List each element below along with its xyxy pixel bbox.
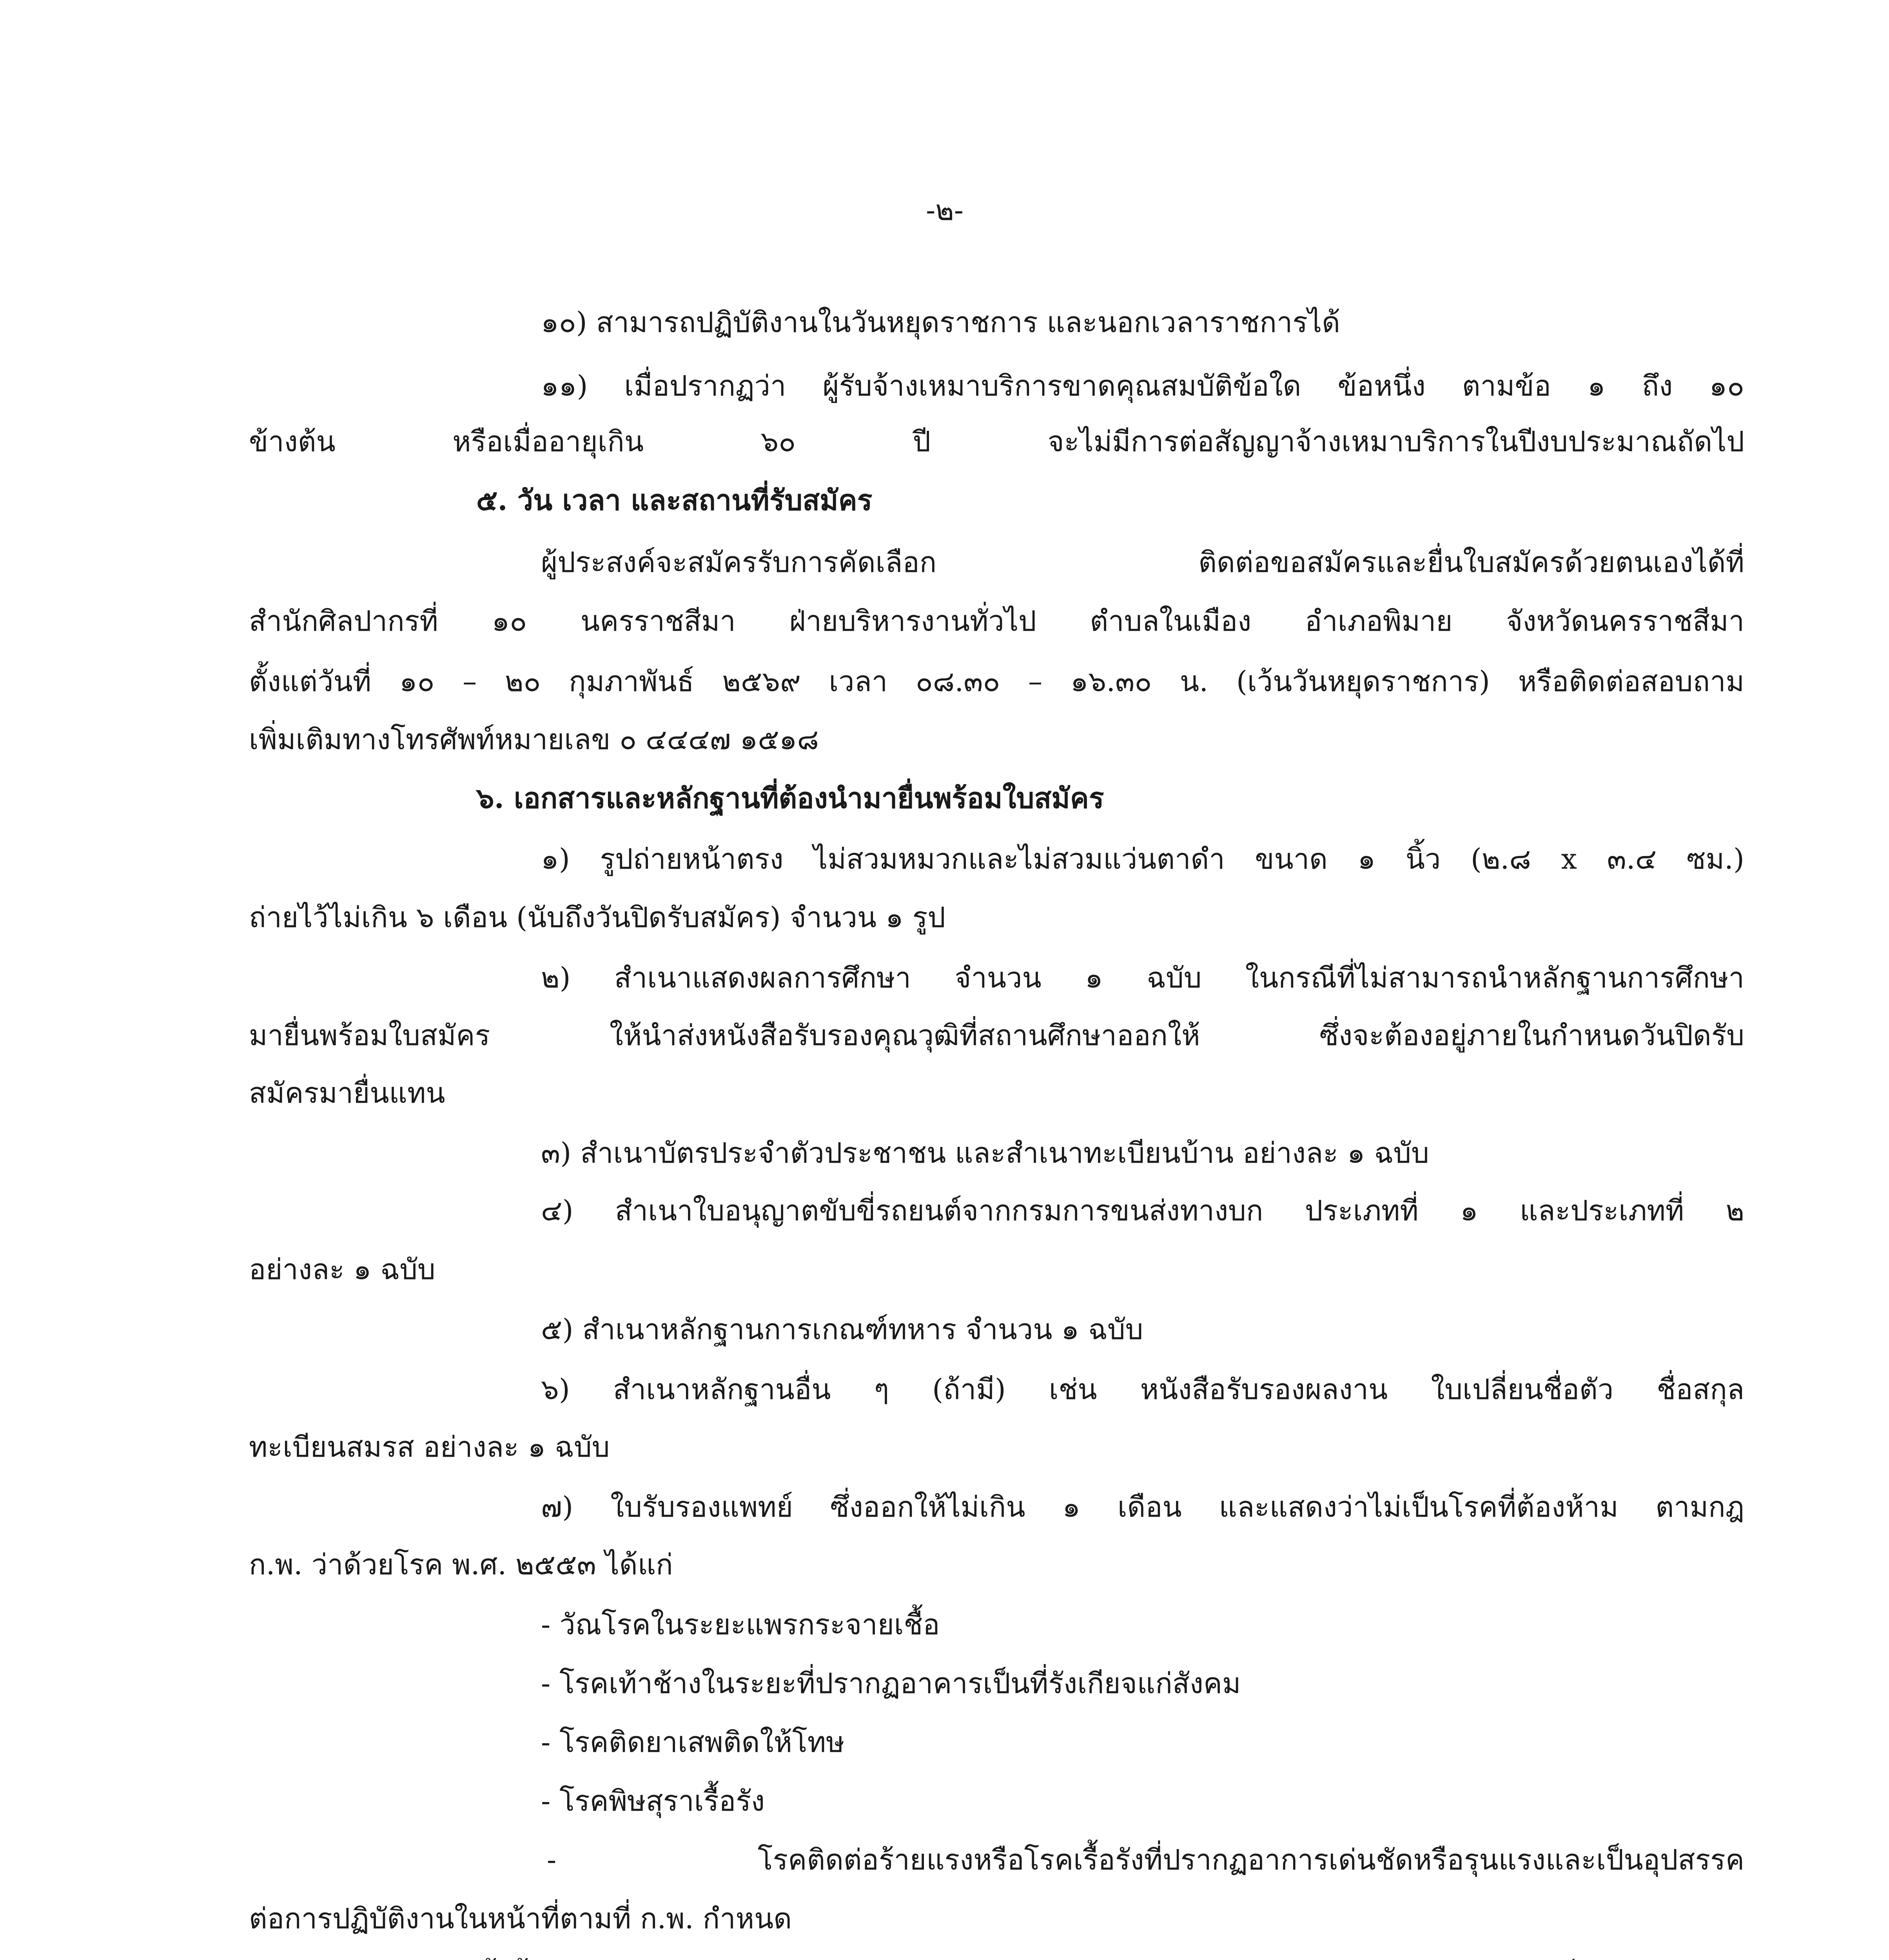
- disease-item-3: - โรคติดยาเสพติดให้โทษ: [541, 1726, 845, 1759]
- doc-item-1-cont: ถ่ายไว้ไม่เกิน ๖ เดือน (นับถึงวันปิดรับสมัคร) จำนวน ๑ รูป: [249, 901, 945, 934]
- section-5-para-line4: เพิ่มเติมทางโทรศัพท์หมายเลข ๐ ๔๔๔๗ ๑๕๑๘: [249, 723, 819, 756]
- doc-item-4: ๔) สำเนาใบอนุญาตขับขี่รถยนต์จากกรมการขนส่งทางบก ประเภทที่ ๑ และประเภทที่ ๒: [541, 1194, 1745, 1227]
- doc-item-7-cont: ก.พ. ว่าด้วยโรค พ.ศ. ๒๕๕๓ ได้แก่: [249, 1548, 673, 1581]
- doc-item-7: ๗) ใบรับรองแพทย์ ซึ่งออกให้ไม่เกิน ๑ เดือน และแสดงว่าไม่เป็นโรคที่ต้องห้าม ตามกฎ: [541, 1490, 1744, 1523]
- page-number: -๒-: [925, 194, 964, 227]
- doc-item-2-cont1: มายื่นพร้อมใบสมัคร ให้นำส่งหนังสือรับรองคุณวุฒิที่สถานศึกษาออกให้ ซึ่งจะต้องอยู่ภายในกำหนดวันปิดรับ: [249, 1019, 1744, 1052]
- doc-item-2: ๒) สำเนาแสดงผลการศึกษา จำนวน ๑ ฉบับ ในกรณีที่ไม่สามารถนำหลักฐานการศึกษา: [541, 961, 1744, 994]
- disease-item-4: - โรคพิษสุราเรื้อรัง: [541, 1784, 765, 1817]
- doc-item-6: ๖) สำเนาหลักฐานอื่น ๆ (ถ้ามี) เช่น หนังสือรับรองผลงาน ใบเปลี่ยนชื่อตัว ชื่อสกุล: [541, 1373, 1744, 1406]
- section-5-para-line3: ตั้งแต่วันที่ ๑๐ – ๒๐ กุมภาพันธ์ ๒๕๖๙ เวลา ๐๘.๓๐ – ๑๖.๓๐ น. (เว้นวันหยุดราชการ) หรือติดต่อสอบถาม: [249, 665, 1744, 698]
- item-10: ๑๐) สามารถปฏิบัติงานในวันหยุดราชการ และนอกเวลาราชการได้: [541, 306, 1340, 339]
- doc-item-4-cont: อย่างละ ๑ ฉบับ: [249, 1253, 436, 1286]
- doc-item-2-cont2: สมัครมายื่นแทน: [249, 1076, 445, 1109]
- doc-item-1: ๑) รูปถ่ายหน้าตรง ไม่สวมหมวกและไม่สวมแว่นตาดำ ขนาด ๑ นิ้ว (๒.๘ x ๓.๔ ซม.): [541, 842, 1744, 875]
- item-11: ๑๑) เมื่อปรากฏว่า ผู้รับจ้างเหมาบริการขาดคุณสมบัติข้อใด ข้อหนึ่ง ตามข้อ ๑ ถึง ๑๐: [541, 369, 1744, 402]
- section-5-para-line1: ผู้ประสงค์จะสมัครรับการคัดเลือก ติดต่อขอสมัครและยื่นใบสมัครด้วยตนเองได้ที่: [541, 546, 1744, 579]
- section-5-para-line2: สำนักศิลปากรที่ ๑๐ นครราชสีมา ฝ่ายบริหารงานทั่วไป ตำบลในเมือง อำเภอพิมาย จังหวัดนครราชสีมา: [249, 604, 1744, 637]
- doc-item-6-cont: ทะเบียนสมรส อย่างละ ๑ ฉบับ: [249, 1430, 610, 1463]
- doc-item-3: ๓) สำเนาบัตรประจำตัวประชาชน และสำเนาทะเบียนบ้าน อย่างละ ๑ ฉบับ: [541, 1136, 1429, 1169]
- disease-item-5: - โรคติดต่อร้ายแรงหรือโรคเรื้อรังที่ปรากฏอาการเด่นชัดหรือรุนแรงและเป็นอุปสรรค: [547, 1843, 1744, 1876]
- disease-item-5-cont: ต่อการปฏิบัติงานในหน้าที่ตามที่ ก.พ. กำหนด: [249, 1902, 792, 1935]
- section-5-heading: ๕. วัน เวลา และสถานที่รับสมัคร: [476, 483, 873, 517]
- section-6-heading: ๖. เอกสารและหลักฐานที่ต้องนำมายื่นพร้อมใบสมัคร: [476, 781, 1104, 815]
- doc-item-5: ๕) สำเนาหลักฐานการเกณฑ์ทหาร จำนวน ๑ ฉบับ: [541, 1313, 1143, 1346]
- disease-item-2: - โรคเท้าช้างในระยะที่ปรากฏอาคารเป็นที่รังเกียจแก่สังคม: [541, 1667, 1241, 1700]
- item-11-cont: ข้างต้น หรือเมื่ออายุเกิน ๖๐ ปี จะไม่มีการต่อสัญญาจ้างเหมาบริการในปีงบประมาณถัดไป: [249, 425, 1744, 458]
- disease-item-1: - วัณโรคในระยะแพรกระจายเชื้อ: [541, 1608, 940, 1641]
